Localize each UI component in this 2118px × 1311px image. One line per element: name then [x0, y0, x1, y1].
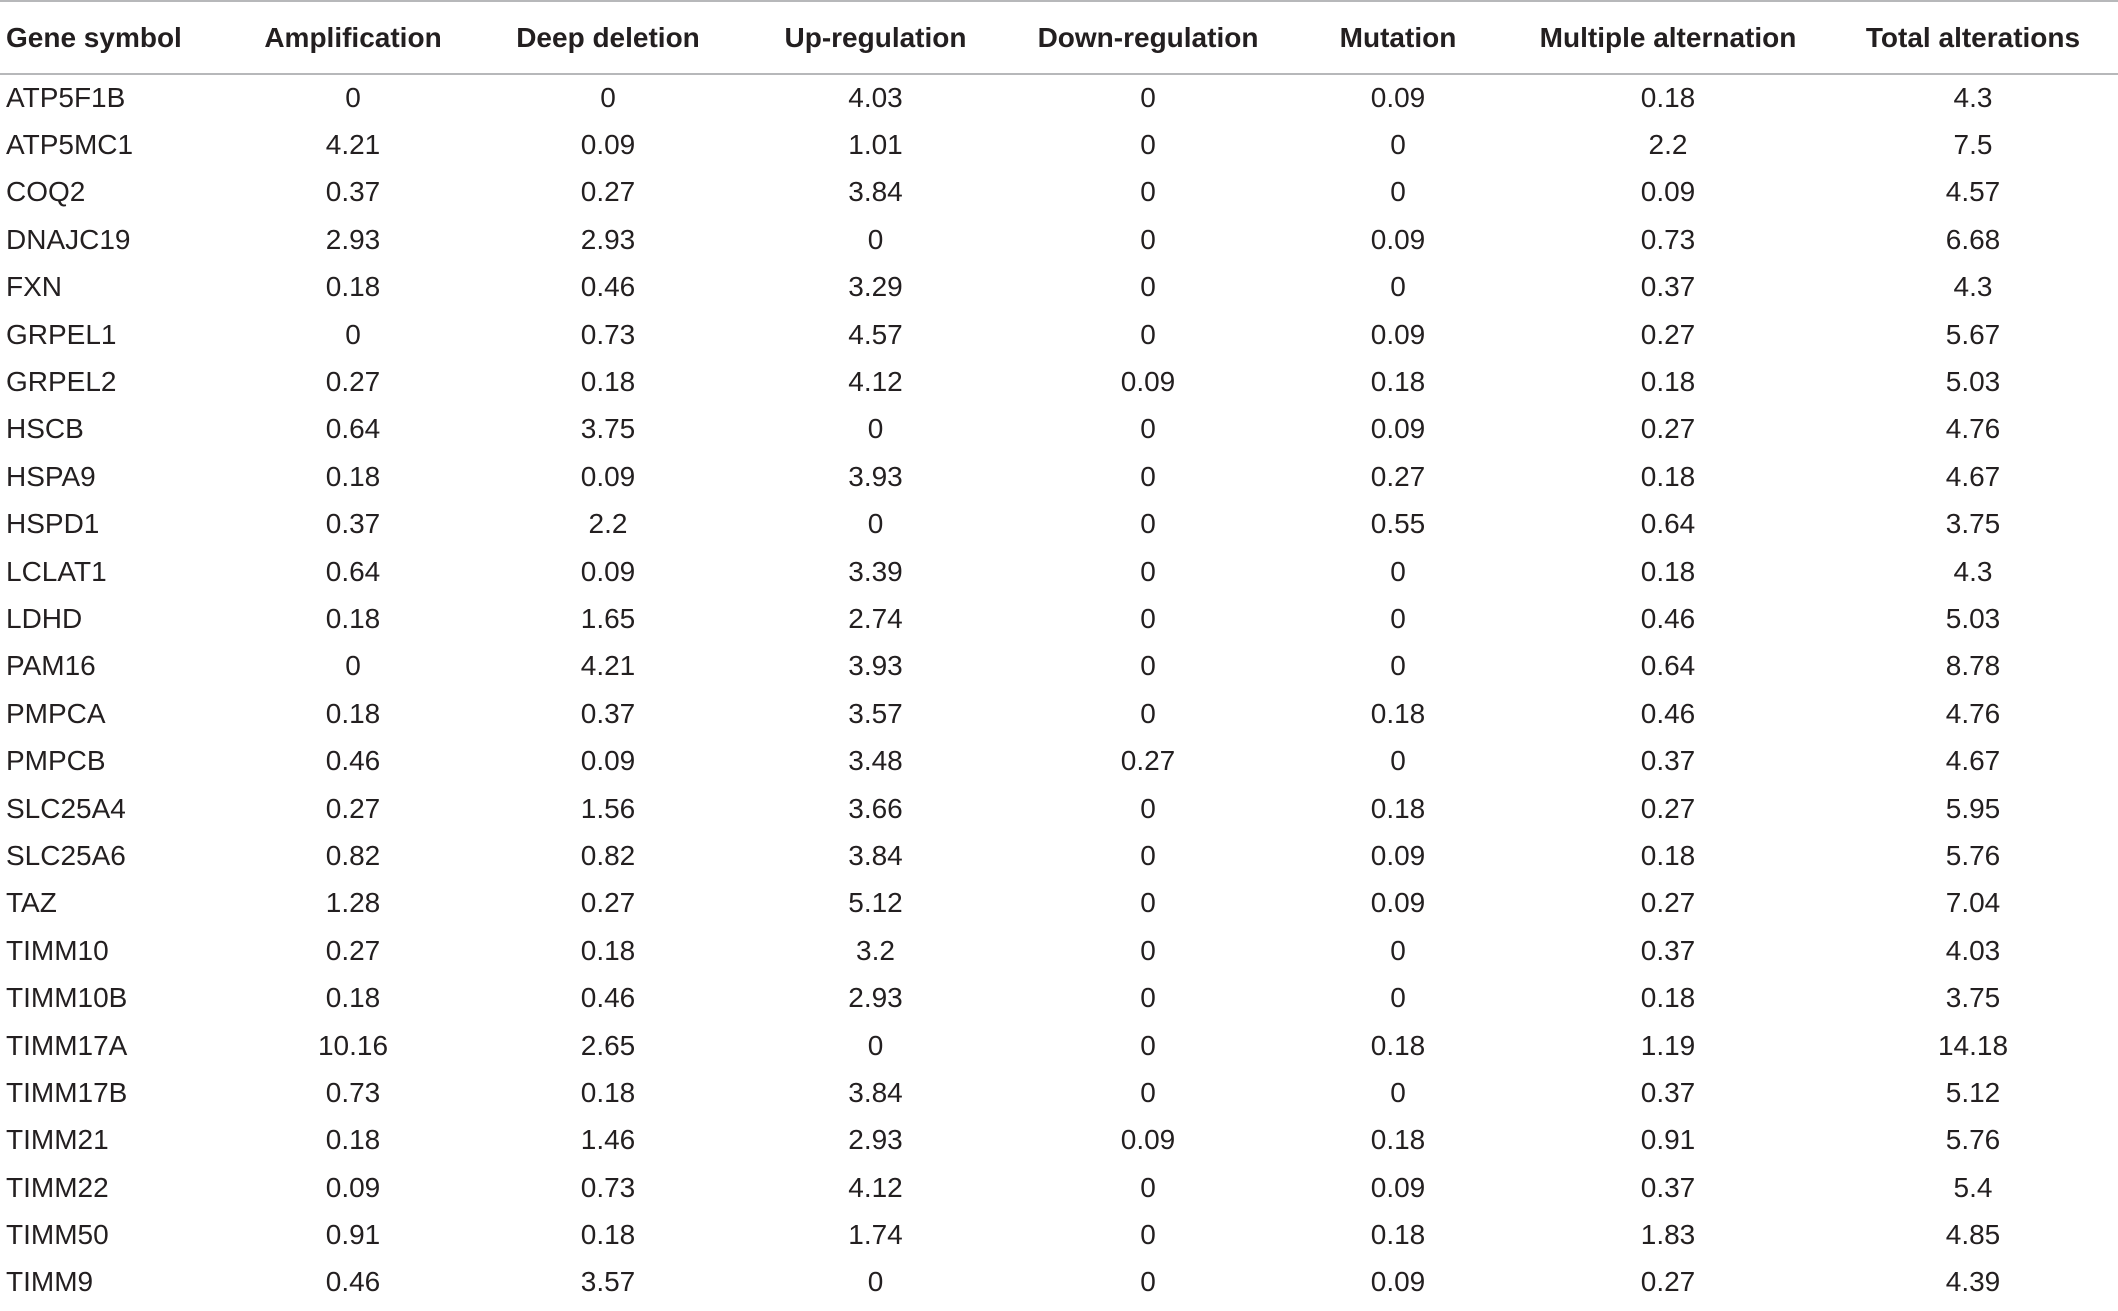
- gene-symbol-cell: TIMM17A: [6, 1029, 128, 1061]
- value-cell: 0.18: [1640, 82, 1696, 114]
- value-cell: 8.78: [1945, 650, 2001, 682]
- value-cell: 1.28: [325, 887, 381, 919]
- value-cell: 1.01: [848, 129, 903, 161]
- value-cell: 0: [345, 318, 361, 350]
- value-cell: 0.18: [325, 460, 381, 492]
- value-cell: 0.18: [1640, 839, 1696, 871]
- table-row: [0, 169, 2118, 216]
- value-cell: 2.2: [1648, 129, 1688, 161]
- value-cell: 4.76: [1945, 413, 2001, 445]
- value-cell: 0.27: [1640, 792, 1696, 824]
- table-row: [0, 548, 2118, 595]
- value-cell: 0.73: [325, 1076, 381, 1108]
- table-row: [0, 501, 2118, 548]
- value-cell: 6.68: [1945, 223, 2001, 255]
- value-cell: 5.95: [1945, 792, 2001, 824]
- value-cell: 0: [345, 650, 361, 682]
- value-cell: 0.09: [1370, 223, 1426, 255]
- value-cell: 0: [867, 508, 884, 540]
- value-cell: 3.57: [580, 1266, 636, 1298]
- table-row: [0, 358, 2118, 405]
- value-cell: 0: [867, 413, 884, 445]
- gene-symbol-cell: GRPEL2: [6, 366, 117, 398]
- value-cell: 0.18: [1370, 1219, 1426, 1251]
- value-cell: 0.37: [325, 508, 381, 540]
- gene-symbol-cell: TIMM21: [6, 1124, 109, 1156]
- value-cell: 0: [867, 1029, 884, 1061]
- value-cell: 0: [1390, 271, 1406, 303]
- value-cell: 0.37: [580, 697, 636, 729]
- value-cell: 3.66: [848, 792, 903, 824]
- value-cell: 3.48: [848, 745, 903, 777]
- value-cell: 0.37: [1640, 745, 1696, 777]
- value-cell: 3.93: [848, 460, 903, 492]
- value-cell: 0: [867, 223, 884, 255]
- value-cell: 1.19: [1640, 1029, 1696, 1061]
- value-cell: 0.27: [325, 792, 381, 824]
- value-cell: 0.18: [325, 1124, 381, 1156]
- value-cell: 0: [1390, 934, 1406, 966]
- value-cell: 0.27: [580, 176, 636, 208]
- table-row: [0, 880, 2118, 927]
- value-cell: 0.09: [580, 555, 636, 587]
- value-cell: 0: [1140, 1076, 1156, 1108]
- table-row: [0, 1117, 2118, 1164]
- value-cell: 0.18: [1370, 1029, 1426, 1061]
- value-cell: 0.09: [580, 745, 636, 777]
- value-cell: 0.27: [325, 366, 381, 398]
- table-row: [0, 1211, 2118, 1258]
- table-header: [0, 1, 2118, 74]
- gene-symbol-cell: SLC25A6: [6, 839, 126, 871]
- value-cell: 0: [1390, 745, 1406, 777]
- value-cell: 0.09: [1370, 1171, 1426, 1203]
- header-amplification: Amplification: [233, 1, 473, 74]
- value-cell: 0: [1140, 887, 1156, 919]
- value-cell: 0.64: [1640, 650, 1696, 682]
- value-cell: 0.18: [325, 697, 381, 729]
- value-cell: 4.03: [848, 82, 903, 114]
- gene-symbol-cell: HSPD1: [6, 508, 100, 540]
- value-cell: 5.12: [1945, 1076, 2001, 1108]
- value-cell: 0.18: [1370, 366, 1426, 398]
- value-cell: 4.76: [1945, 697, 2001, 729]
- value-cell: 0.18: [325, 271, 381, 303]
- value-cell: 4.39: [1945, 1266, 2001, 1298]
- value-cell: 0.37: [1640, 271, 1696, 303]
- value-cell: 0.46: [580, 271, 636, 303]
- value-cell: 4.3: [1953, 82, 1993, 114]
- value-cell: 0.18: [1370, 697, 1426, 729]
- table-row: [0, 216, 2118, 263]
- value-cell: 2.2: [588, 508, 628, 540]
- value-cell: 0.09: [1370, 839, 1426, 871]
- value-cell: 14.18: [1937, 1029, 2009, 1061]
- gene-symbol-cell: ATP5MC1: [6, 129, 134, 161]
- header-down-regulation: Down-regulation: [1008, 1, 1288, 74]
- value-cell: 0: [1140, 1029, 1156, 1061]
- value-cell: 0: [1140, 792, 1156, 824]
- value-cell: 3.29: [848, 271, 903, 303]
- value-cell: 0.18: [1640, 366, 1696, 398]
- value-cell: 0.09: [1370, 82, 1426, 114]
- value-cell: 2.93: [580, 223, 636, 255]
- value-cell: 0.27: [1640, 413, 1696, 445]
- value-cell: 0.18: [1640, 982, 1696, 1014]
- table-row: [0, 643, 2118, 690]
- value-cell: 0.09: [1370, 887, 1426, 919]
- value-cell: 0.18: [580, 1219, 636, 1251]
- table-row: [0, 737, 2118, 784]
- header-up-regulation: Up-regulation: [743, 1, 1008, 74]
- value-cell: 0.64: [1640, 508, 1696, 540]
- value-cell: 5.03: [1945, 602, 2001, 634]
- value-cell: 1.65: [580, 602, 636, 634]
- table-body: [0, 74, 2118, 1306]
- value-cell: 0: [1390, 650, 1406, 682]
- value-cell: 7.04: [1945, 887, 2001, 919]
- value-cell: 0: [1140, 934, 1156, 966]
- value-cell: 0.46: [1640, 697, 1696, 729]
- value-cell: 5.4: [1953, 1171, 1993, 1203]
- gene-symbol-cell: HSCB: [6, 413, 84, 445]
- value-cell: 0.09: [580, 460, 636, 492]
- value-cell: 0: [1140, 223, 1156, 255]
- gene-symbol-cell: FXN: [6, 271, 62, 303]
- value-cell: 0.09: [580, 129, 636, 161]
- value-cell: 0: [1140, 839, 1156, 871]
- value-cell: 0: [1140, 697, 1156, 729]
- table-row: [0, 406, 2118, 453]
- value-cell: 0.09: [1370, 1266, 1426, 1298]
- value-cell: 0: [1140, 982, 1156, 1014]
- value-cell: 0: [1140, 318, 1156, 350]
- value-cell: 0.55: [1370, 508, 1426, 540]
- value-cell: 1.56: [580, 792, 636, 824]
- value-cell: 0: [345, 82, 361, 114]
- value-cell: 2.74: [848, 602, 903, 634]
- value-cell: 0: [1140, 1266, 1156, 1298]
- value-cell: 0: [1140, 176, 1156, 208]
- value-cell: 4.12: [848, 366, 903, 398]
- value-cell: 0.91: [1640, 1124, 1696, 1156]
- value-cell: 2.65: [580, 1029, 636, 1061]
- value-cell: 0.73: [580, 1171, 636, 1203]
- table-row: [0, 974, 2118, 1021]
- value-cell: 0.18: [580, 366, 636, 398]
- header-row: [0, 1, 2118, 74]
- value-cell: 0: [600, 82, 616, 114]
- value-cell: 0.09: [1120, 1124, 1176, 1156]
- gene-symbol-cell: LDHD: [6, 602, 83, 634]
- value-cell: 0.27: [1640, 318, 1696, 350]
- value-cell: 0.82: [325, 839, 381, 871]
- gene-symbol-cell: TAZ: [6, 887, 57, 919]
- value-cell: 0.18: [325, 602, 381, 634]
- table-row: [0, 832, 2118, 879]
- value-cell: 0.09: [1120, 366, 1176, 398]
- header-deep-deletion: Deep deletion: [473, 1, 743, 74]
- value-cell: 0: [1140, 413, 1156, 445]
- value-cell: 0.37: [1640, 1076, 1696, 1108]
- value-cell: 0.82: [580, 839, 636, 871]
- value-cell: 3.39: [848, 555, 903, 587]
- value-cell: 0.09: [1640, 176, 1696, 208]
- value-cell: 4.03: [1945, 934, 2001, 966]
- value-cell: 0.91: [325, 1219, 381, 1251]
- value-cell: 0: [867, 1266, 884, 1298]
- value-cell: 0.18: [580, 1076, 636, 1108]
- value-cell: 0.46: [1640, 602, 1696, 634]
- value-cell: 1.46: [580, 1124, 636, 1156]
- gene-symbol-cell: TIMM50: [6, 1219, 109, 1251]
- value-cell: 0.73: [580, 318, 636, 350]
- header-mutation: Mutation: [1288, 1, 1508, 74]
- value-cell: 0.64: [325, 555, 381, 587]
- value-cell: 2.93: [848, 1124, 903, 1156]
- value-cell: 0: [1390, 602, 1406, 634]
- gene-symbol-cell: TIMM17B: [6, 1076, 128, 1108]
- table-row: [0, 1259, 2118, 1306]
- value-cell: 5.76: [1945, 1124, 2001, 1156]
- value-cell: 4.12: [848, 1171, 903, 1203]
- value-cell: 3.84: [848, 176, 903, 208]
- value-cell: 4.57: [1945, 176, 2001, 208]
- value-cell: 7.5: [1953, 129, 1993, 161]
- table-row: [0, 1022, 2118, 1069]
- value-cell: 3.2: [856, 934, 895, 966]
- value-cell: 0.18: [1370, 1124, 1426, 1156]
- value-cell: 0.73: [1640, 223, 1696, 255]
- value-cell: 0.18: [325, 982, 381, 1014]
- value-cell: 0: [1140, 129, 1156, 161]
- gene-symbol-cell: PMPCA: [6, 697, 106, 729]
- value-cell: 0: [1390, 129, 1406, 161]
- gene-symbol-cell: DNAJC19: [6, 223, 131, 255]
- table-row: [0, 1069, 2118, 1116]
- value-cell: 0.27: [325, 934, 381, 966]
- table-row: [0, 595, 2118, 642]
- value-cell: 0.27: [1640, 887, 1696, 919]
- value-cell: 1.74: [848, 1219, 903, 1251]
- value-cell: 0.37: [1640, 934, 1696, 966]
- gene-symbol-cell: COQ2: [6, 176, 86, 208]
- value-cell: 0.46: [325, 745, 381, 777]
- value-cell: 4.85: [1945, 1219, 2001, 1251]
- value-cell: 4.67: [1945, 460, 2001, 492]
- value-cell: 3.75: [1945, 508, 2001, 540]
- value-cell: 4.3: [1953, 555, 1993, 587]
- value-cell: 4.21: [325, 129, 381, 161]
- gene-symbol-cell: GRPEL1: [6, 318, 117, 350]
- header-total-alterations: Total alterations: [1828, 1, 2118, 74]
- gene-symbol-cell: ATP5F1B: [6, 82, 126, 114]
- value-cell: 0.27: [1370, 460, 1426, 492]
- gene-symbol-cell: HSPA9: [6, 460, 96, 492]
- value-cell: 0.18: [1640, 460, 1696, 492]
- value-cell: 1.83: [1640, 1219, 1696, 1251]
- value-cell: 5.12: [848, 887, 903, 919]
- value-cell: 0.27: [1640, 1266, 1696, 1298]
- value-cell: 0.09: [1370, 318, 1426, 350]
- header-multiple-alternation: Multiple alternation: [1508, 1, 1828, 74]
- table-row: [0, 690, 2118, 737]
- gene-symbol-cell: PAM16: [6, 650, 96, 682]
- value-cell: 0: [1140, 460, 1156, 492]
- value-cell: 0.09: [1370, 413, 1426, 445]
- value-cell: 0.46: [325, 1266, 381, 1298]
- value-cell: 4.21: [580, 650, 636, 682]
- table-row: [0, 1164, 2118, 1211]
- value-cell: 2.93: [325, 223, 381, 255]
- value-cell: 5.67: [1945, 318, 2001, 350]
- value-cell: 0.64: [325, 413, 381, 445]
- table-row: [0, 311, 2118, 358]
- table-row: [0, 927, 2118, 974]
- header-gene-symbol: Gene symbol: [0, 1, 233, 74]
- value-cell: 0.18: [1640, 555, 1696, 587]
- table-row: [0, 121, 2118, 168]
- value-cell: 0.37: [1640, 1171, 1696, 1203]
- value-cell: 0.18: [580, 934, 636, 966]
- gene-symbol-cell: TIMM22: [6, 1171, 109, 1203]
- gene-symbol-cell: PMPCB: [6, 745, 106, 777]
- gene-symbol-cell: TIMM10B: [6, 982, 128, 1014]
- value-cell: 4.57: [848, 318, 903, 350]
- value-cell: 5.03: [1945, 366, 2001, 398]
- value-cell: 3.75: [580, 413, 636, 445]
- gene-symbol-cell: LCLAT1: [6, 555, 107, 587]
- value-cell: 0.18: [1370, 792, 1426, 824]
- value-cell: 0.46: [580, 982, 636, 1014]
- value-cell: 0: [1390, 555, 1406, 587]
- gene-symbol-cell: SLC25A4: [6, 792, 126, 824]
- value-cell: 0: [1140, 1219, 1156, 1251]
- value-cell: 0.27: [1120, 745, 1176, 777]
- value-cell: 5.76: [1945, 839, 2001, 871]
- value-cell: 0: [1390, 982, 1406, 1014]
- value-cell: 0: [1390, 176, 1406, 208]
- value-cell: 3.93: [848, 650, 903, 682]
- value-cell: 0: [1140, 271, 1156, 303]
- value-cell: 3.84: [848, 839, 903, 871]
- value-cell: 3.84: [848, 1076, 903, 1108]
- value-cell: 0.09: [325, 1171, 381, 1203]
- value-cell: 3.57: [848, 697, 903, 729]
- value-cell: 3.75: [1945, 982, 2001, 1014]
- value-cell: 2.93: [848, 982, 903, 1014]
- value-cell: 4.67: [1945, 745, 2001, 777]
- value-cell: 0.37: [325, 176, 381, 208]
- table-row: [0, 453, 2118, 500]
- value-cell: 0: [1390, 1076, 1406, 1108]
- value-cell: 0: [1140, 508, 1156, 540]
- value-cell: 0: [1140, 82, 1156, 114]
- table-row: [0, 74, 2118, 121]
- value-cell: 0: [1140, 555, 1156, 587]
- value-cell: 0: [1140, 602, 1156, 634]
- table-row: [0, 264, 2118, 311]
- gene-symbol-cell: TIMM9: [6, 1266, 94, 1298]
- value-cell: 0: [1140, 1171, 1156, 1203]
- value-cell: 10.16: [317, 1029, 389, 1061]
- value-cell: 0: [1140, 650, 1156, 682]
- value-cell: 4.3: [1953, 271, 1993, 303]
- value-cell: 0.27: [580, 887, 636, 919]
- table-row: [0, 785, 2118, 832]
- gene-symbol-cell: TIMM10: [6, 934, 109, 966]
